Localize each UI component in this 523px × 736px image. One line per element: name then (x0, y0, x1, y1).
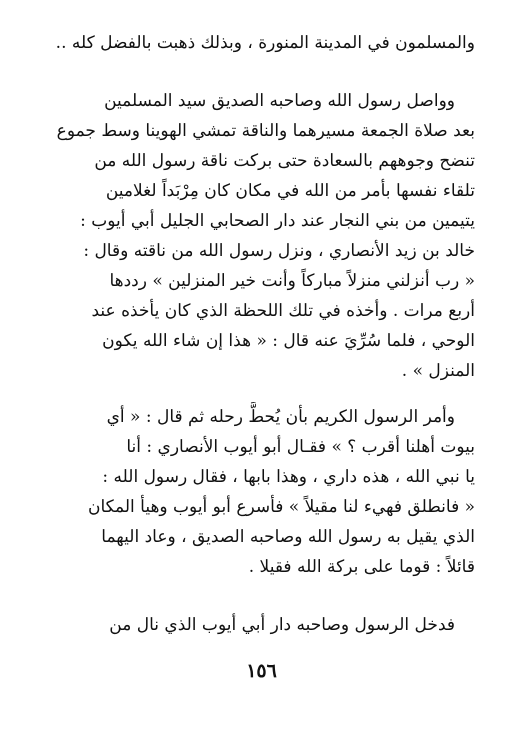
text-line: يتيمين من بني النجار عند دار الصحابي الجليل أبي أيوب : (80, 211, 475, 231)
text-line: المنزل » . (401, 361, 475, 381)
page-number: ١٥٦ (246, 660, 277, 682)
paragraph-first-line: وأمر الرسول الكريم بأن يُحطَّ رحله ثم قال : « أي (106, 407, 455, 427)
text-line: بعد صلاة الجمعة مسيرهما والناقة تمشي الهوينا وسط جموع (56, 121, 475, 141)
text-line: « رب أنزلني منزلاً مباركاً وأنت خير المنزلين » رددها (109, 271, 475, 291)
text-line: يا نبي الله ، هذه داري ، وهذا بابها ، فقال رسول الله : (102, 467, 475, 487)
paragraph-first-line: وواصل رسول الله وصاحبه الصديق سيد المسلمين (104, 91, 455, 111)
text-line: « فانطلق فهيء لنا مقيلاً » فأسرع أبو أيوب وهيأ المكان (87, 497, 475, 517)
text-line: تلقاء نفسها بأمر من الله في مكان كان مِرْبَداً لغلامين (105, 181, 475, 201)
text-line: تنضح وجوههم بالسعادة حتى بركت ناقة رسول الله من (94, 151, 475, 171)
text-line: والمسلمون في المدينة المنورة ، وبذلك ذهبت بالفضل كله .. (55, 33, 475, 53)
text-line: بيوت أهلنا أقرب ؟ » فقـال أبو أيوب الأنصاري : أنا (126, 437, 475, 457)
text-line: أربع مرات . وأخذه في تلك اللحظة الذي كان يأخذه عند (91, 301, 475, 321)
text-line: قائلاً : قوما على بركة الله فقيلا . (248, 557, 475, 577)
text-line: الوحي ، فلما سُرِّيَ عنه قال : « هذا إن شاء الله يكون (102, 331, 475, 351)
paragraph-first-line: فدخل الرسول وصاحبه دار أبي أيوب الذي نال من (109, 615, 455, 635)
text-line: خالد بن زيد الأنصاري ، ونزل رسول الله من ناقته وقال : (83, 241, 475, 261)
text-line: الذي يقيل به رسول الله وصاحبه الصديق ، وعاد اليهما (101, 527, 475, 547)
